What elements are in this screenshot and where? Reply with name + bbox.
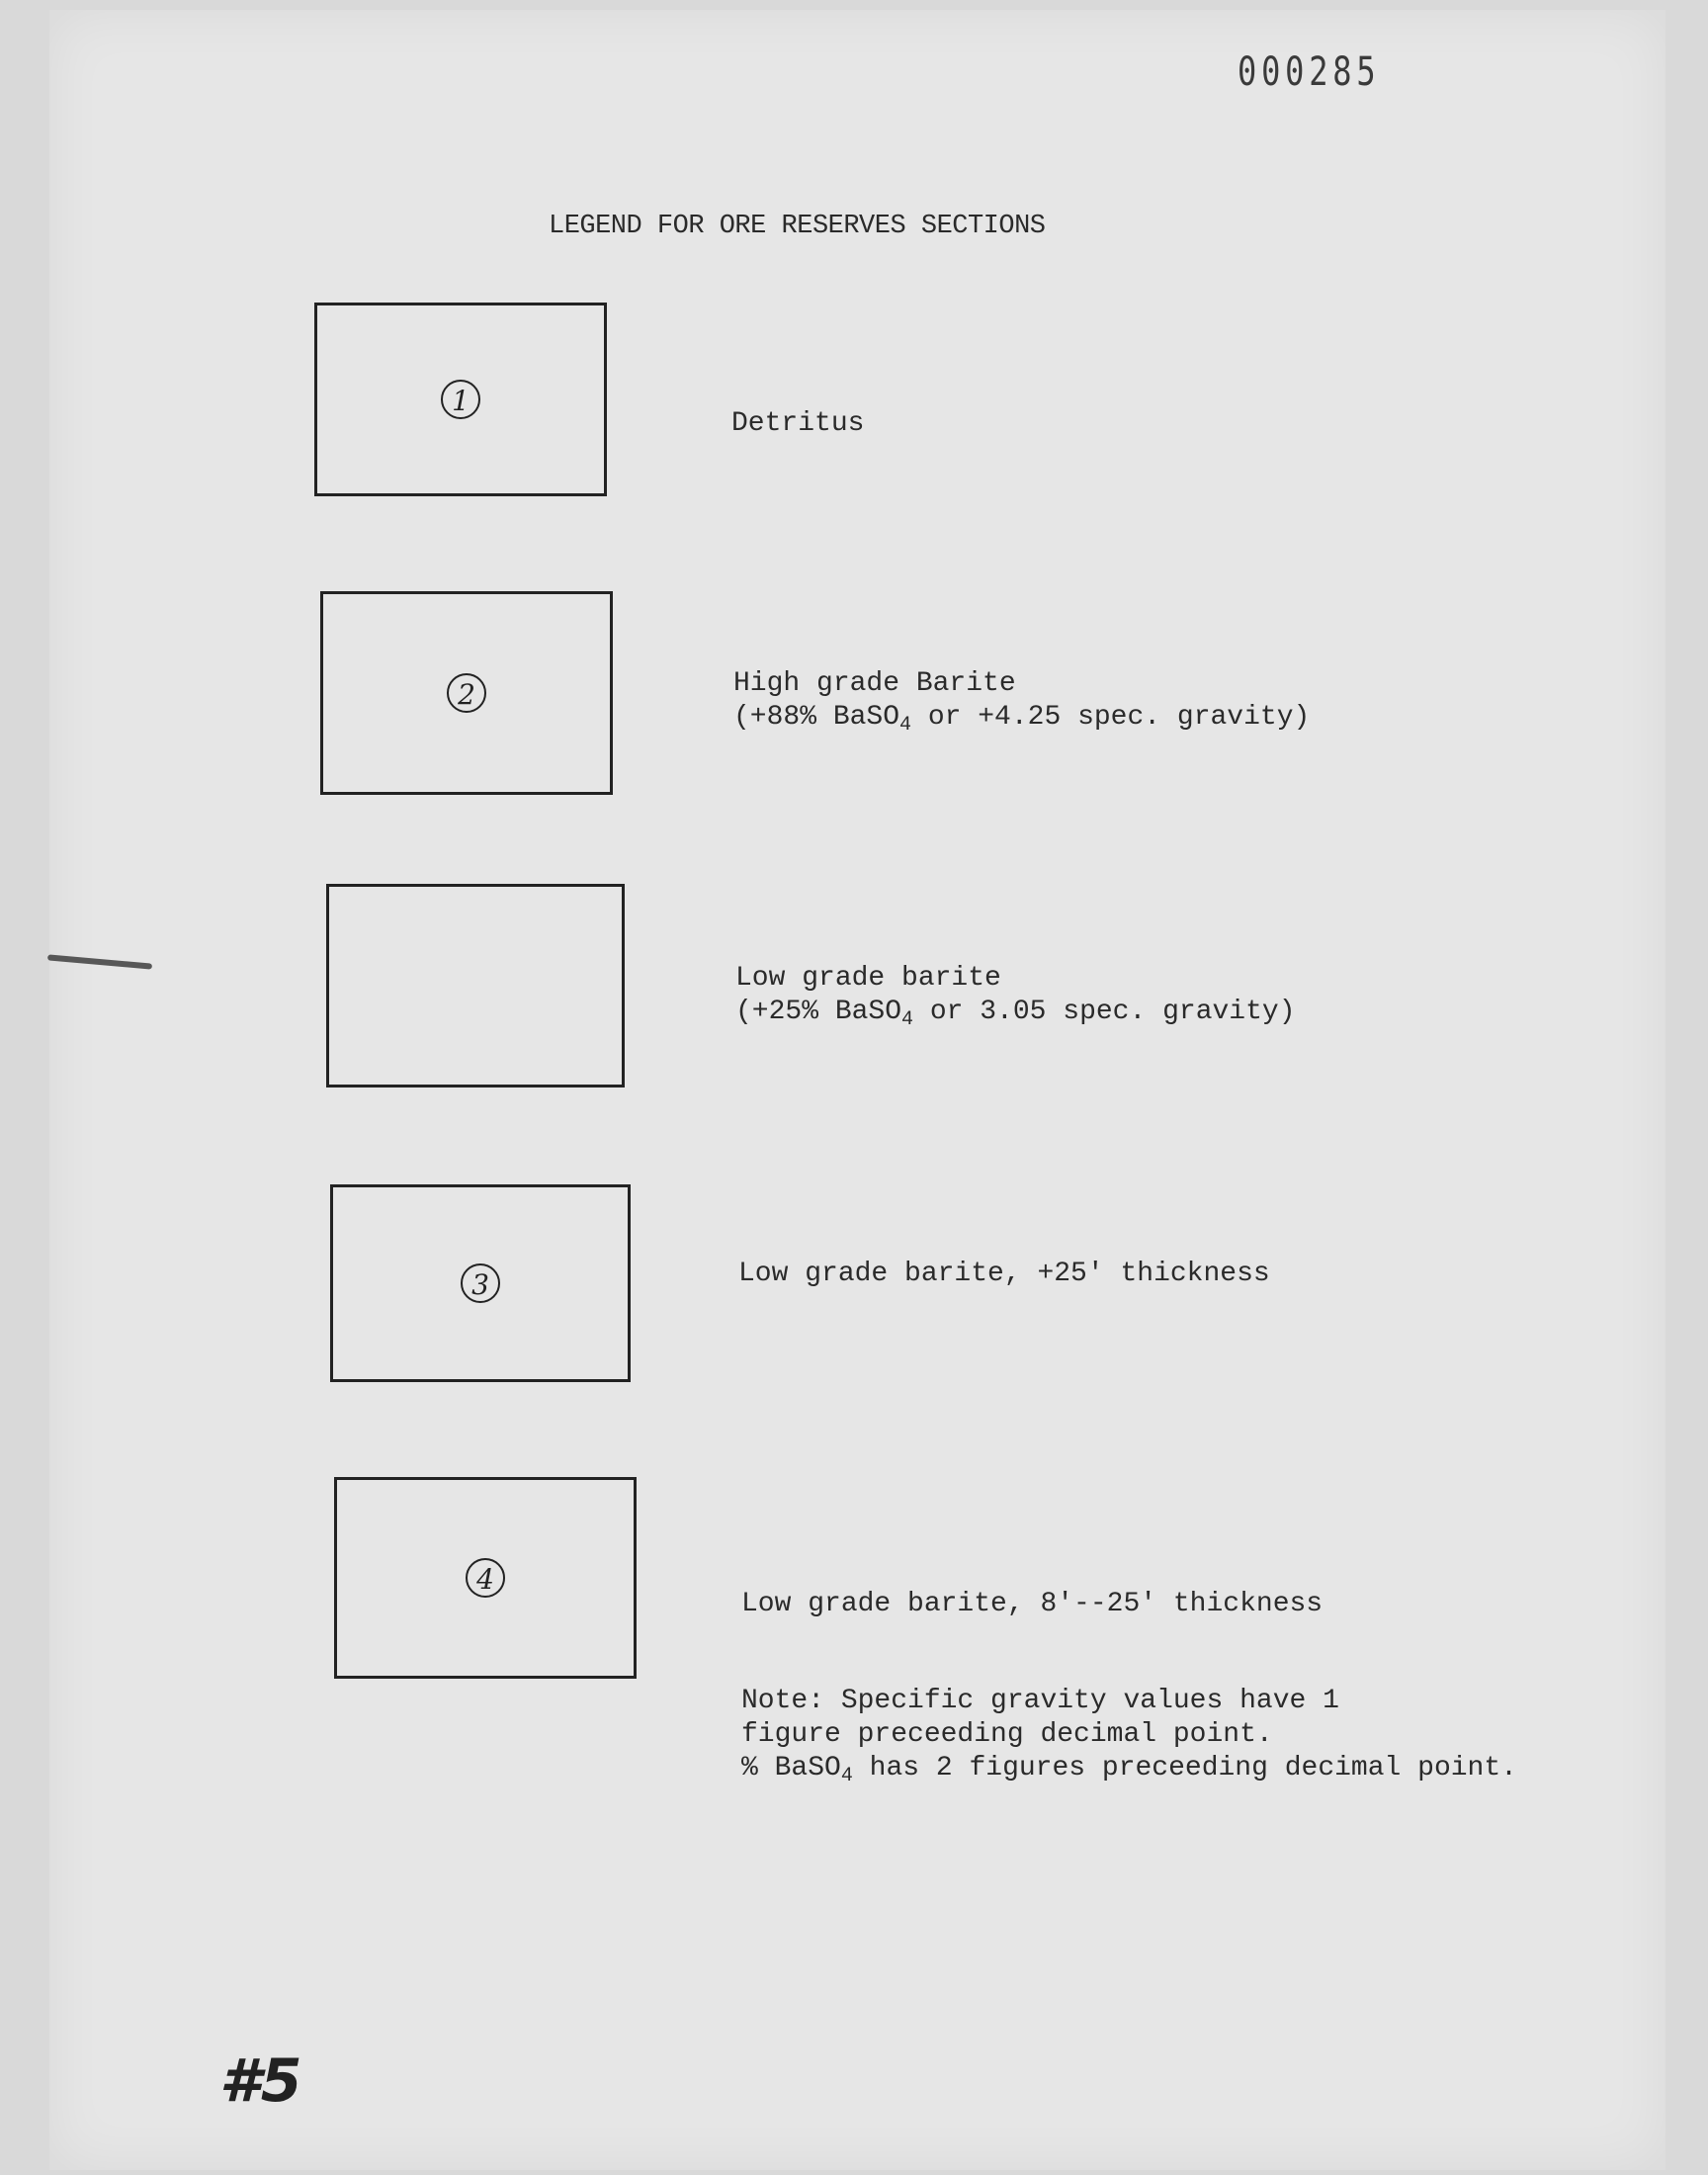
page-title: LEGEND FOR ORE RESERVES SECTIONS: [549, 212, 1046, 241]
legend-box-low-grade-thick: [330, 1184, 631, 1382]
legend-label-low-grade-medium: [741, 1588, 1323, 1621]
legend-box-low-grade: [326, 884, 625, 1088]
document-number: 000285: [1238, 49, 1381, 95]
legend-label-line: (+25% BaSO$_4$ or 3.05 spec. gravity): [735, 997, 1296, 1031]
legend-label-low-grade-thick: [738, 1258, 1270, 1291]
legend-label-line: (+88% BaSO$_4$ or +4.25 spec. gravity): [733, 702, 1311, 737]
legend-marker-4: 4: [466, 1558, 505, 1598]
note-line: figure preceeding decimal point.: [741, 1719, 1273, 1750]
note-line: Note: Specific gravity values have 1: [741, 1686, 1339, 1716]
legend-box-low-grade-medium: [334, 1477, 637, 1679]
legend-marker-2: 2: [447, 673, 486, 713]
legend-label-line: High grade Barite: [733, 668, 1016, 699]
legend-label-line: Low grade barite: [735, 963, 1001, 994]
note-block: [741, 1685, 1517, 1785]
legend-marker-1: 1: [441, 380, 480, 419]
legend-box-detritus: [314, 303, 607, 496]
legend-marker-3: 3: [461, 1263, 500, 1303]
legend-label-low-grade: [735, 962, 1296, 1029]
legend-label-line: Low grade barite, 8'--25' thickness: [741, 1589, 1324, 1619]
note-line: % BaSO$_4$ has 2 figures preceeding decimal point.: [741, 1753, 1517, 1787]
document-page: [49, 10, 1665, 2170]
handwritten-mark: #5: [219, 2046, 302, 2116]
legend-label-line: Low grade barite, +25' thickness: [738, 1259, 1270, 1289]
legend-box-high-grade: [320, 591, 613, 795]
legend-label-detritus: [731, 407, 864, 441]
legend-label-high-grade: [733, 667, 1310, 735]
legend-label-line: Detritus: [731, 408, 865, 439]
